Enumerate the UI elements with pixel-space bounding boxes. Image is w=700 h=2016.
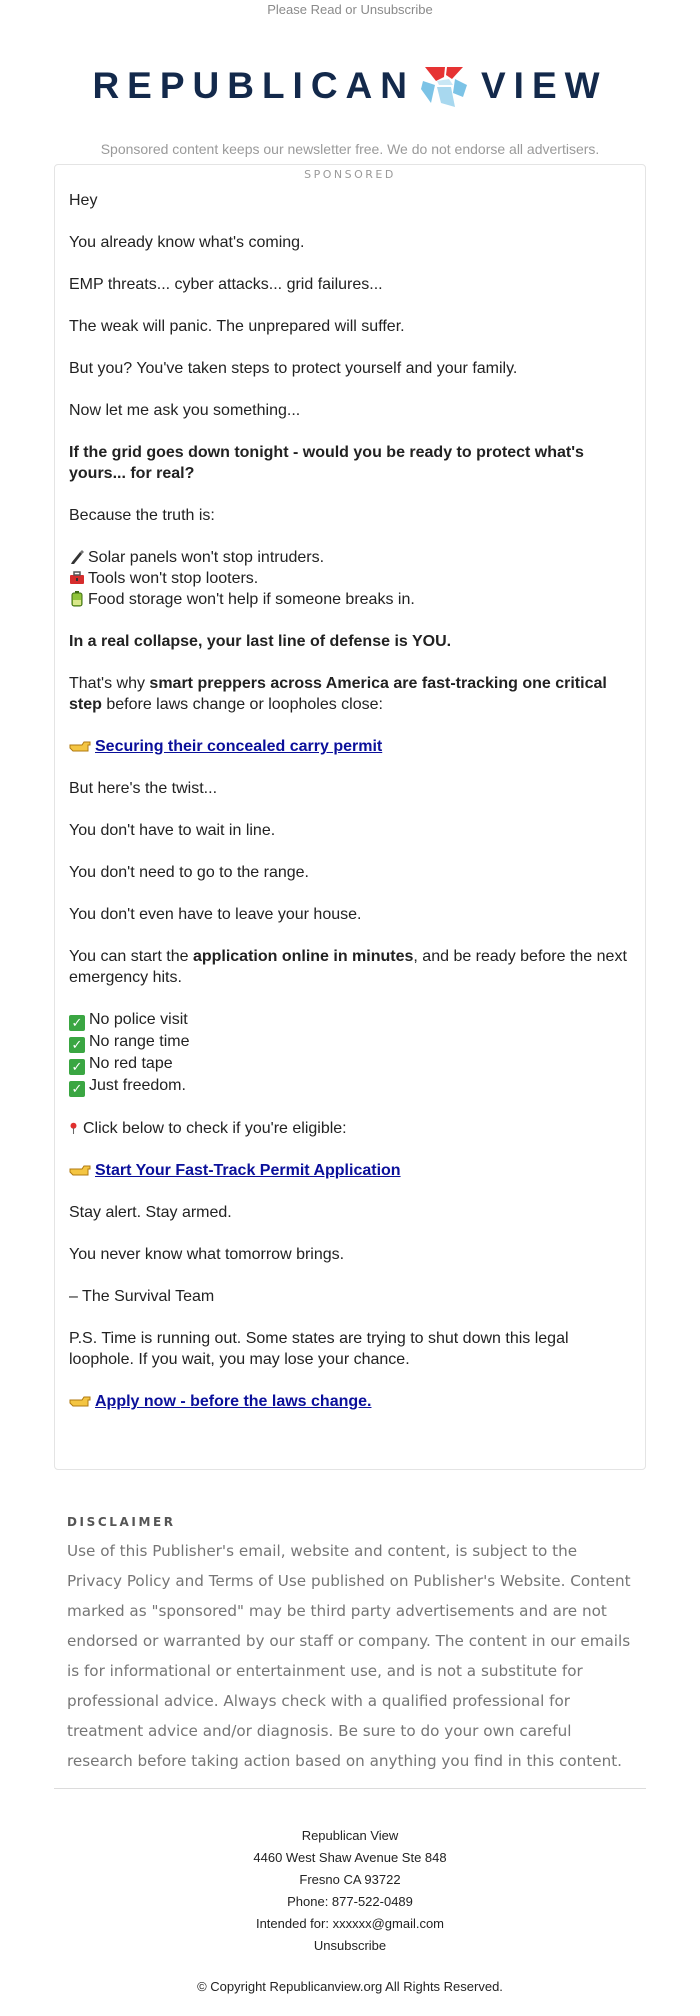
ad-bullet-list xyxy=(69,547,631,610)
footer-address-line: Fresno CA 93722 xyxy=(299,1872,401,1887)
logo-word-left: REPUBLICAN xyxy=(92,65,415,106)
battery-icon xyxy=(69,591,85,607)
checkmark-icon: ✓ xyxy=(69,1081,85,1097)
ad-paragraph: But here's the twist... xyxy=(69,780,218,797)
footer-recipient: Intended for: xxxxxx@gmail.com xyxy=(255,1916,445,1931)
ad-emphasis xyxy=(69,631,631,652)
logo-word-right: VIEW xyxy=(481,65,608,106)
eligibility-text: Click below to check if you're eligible: xyxy=(83,1120,347,1137)
footer-address-line: 4460 West Shaw Avenue Ste 848 xyxy=(253,1850,447,1865)
footer-company: Republican View xyxy=(301,1828,399,1843)
ad-paragraph: But you? You've taken steps to protect yourself and your family. xyxy=(69,360,518,377)
ad-body xyxy=(69,190,631,1412)
ad-paragraph: You don't even have to leave your house. xyxy=(69,906,362,923)
ad-signature: – The Survival Team xyxy=(69,1288,215,1305)
ad-paragraph: You already know what's coming. xyxy=(69,234,305,251)
check-text: Just freedom. xyxy=(89,1077,186,1094)
disclaimer-text: Use of this Publisher's email, website and content, is subject to the Privacy Policy and Terms of Use published on Publisher's Website. Content marked as "sponsored" may be third party advertisements and are not endorsed or warranted by our staff or company. The content in our emails is for informational or entertainment use, and is not a substitute for professional advice. Always check with a qualified professional for treatment advice and/or diagnosis. Be sure to do your own careful research before taking action based on anything you find in this content. xyxy=(67,1542,631,1770)
cta-line xyxy=(69,1391,631,1412)
ad-paragraph: Now let me ask you something... xyxy=(69,402,301,419)
pushpin-icon xyxy=(69,1120,81,1136)
checkmark-icon: ✓ xyxy=(69,1059,85,1075)
bullet-text: Food storage won't help if someone breaks in. xyxy=(88,591,415,608)
text-span: That's why xyxy=(69,675,150,692)
bullet-text: Tools won't stop looters. xyxy=(88,570,259,587)
apply-now-link[interactable]: Apply now - before the laws change. xyxy=(95,1393,372,1410)
bullet-line xyxy=(69,570,258,587)
start-application-link[interactable]: Start Your Fast-Track Permit Application xyxy=(95,1162,401,1179)
bullet-line xyxy=(69,591,415,608)
ad-paragraph: Because the truth is: xyxy=(69,507,215,524)
disclaimer-section xyxy=(54,1514,646,1776)
copyright: © Copyright Republicanview.org All Rights Reserved. xyxy=(197,1979,503,1994)
check-item xyxy=(69,1011,188,1028)
toolbox-icon xyxy=(69,570,85,586)
ad-emphasis-text: In a real collapse, your last line of defense is YOU. xyxy=(69,633,452,650)
cta-line xyxy=(69,1160,631,1181)
ad-paragraph: Stay alert. Stay armed. xyxy=(69,1204,232,1221)
checkmark-icon: ✓ xyxy=(69,1037,85,1053)
eligibility-line xyxy=(69,1118,631,1139)
check-item xyxy=(69,1055,173,1072)
bullet-text: Solar panels won't stop intruders. xyxy=(88,549,325,566)
ad-greeting: Hey xyxy=(69,192,98,209)
ad-paragraph: You don't need to go to the range. xyxy=(69,864,309,881)
cta-line xyxy=(69,736,631,757)
bold-span: application online in minutes xyxy=(192,948,414,965)
check-text: No police visit xyxy=(89,1011,188,1028)
ad-postscript: P.S. Time is running out. Some states are trying to shut down this legal loophole. If you wait, you may lose your chance. xyxy=(69,1330,569,1368)
footer-unsubscribe-link[interactable]: Unsubscribe xyxy=(313,1938,387,1953)
pointing-hand-icon xyxy=(69,739,91,753)
ad-paragraph: EMP threats... cyber attacks... grid failures... xyxy=(69,276,383,293)
sponsored-ad-box xyxy=(54,164,646,1470)
text-span: , and be ready before the next emergency hits. xyxy=(69,948,627,986)
check-text: No range time xyxy=(89,1033,190,1050)
ad-paragraph: The weak will panic. The unprepared will suffer. xyxy=(69,318,405,335)
sponsored-label: SPONSORED xyxy=(304,168,396,181)
pen-icon xyxy=(69,549,85,565)
pointing-hand-icon xyxy=(69,1394,91,1408)
footer-divider xyxy=(54,1788,646,1789)
check-item xyxy=(69,1077,186,1094)
star-logo-icon xyxy=(419,63,469,109)
footer-phone: Phone: 877-522-0489 xyxy=(287,1894,413,1909)
preheader-link[interactable]: Please Read or Unsubscribe xyxy=(267,2,433,17)
checkmark-icon: ✓ xyxy=(69,1015,85,1031)
text-span: before laws change or loopholes close: xyxy=(101,696,383,713)
bullet-line xyxy=(69,549,324,566)
checklist xyxy=(69,1009,631,1097)
footer-address xyxy=(0,1825,700,1957)
ad-paragraph: You don't have to wait in line. xyxy=(69,822,276,839)
check-text: No red tape xyxy=(89,1055,173,1072)
sponsor-note: Sponsored content keeps our newsletter free. We do not endorse all advertisers. xyxy=(100,141,600,157)
check-item xyxy=(69,1033,190,1050)
bold-span: smart preppers across America are fast-tracking one critical step xyxy=(69,675,607,713)
concealed-carry-link[interactable]: Securing their concealed carry permit xyxy=(95,738,383,755)
ad-headline xyxy=(69,442,631,484)
ad-headline-text: If the grid goes down tonight - would you be ready to protect what's yours... for real? xyxy=(69,444,584,482)
disclaimer-title: DISCLAIMER xyxy=(67,1515,176,1529)
ad-paragraph xyxy=(69,673,631,715)
ad-paragraph: You never know what tomorrow brings. xyxy=(69,1246,345,1263)
brand-logo[interactable] xyxy=(0,44,700,128)
text-span: You can start the xyxy=(69,948,193,965)
ad-paragraph xyxy=(69,946,631,988)
pointing-hand-icon xyxy=(69,1163,91,1177)
